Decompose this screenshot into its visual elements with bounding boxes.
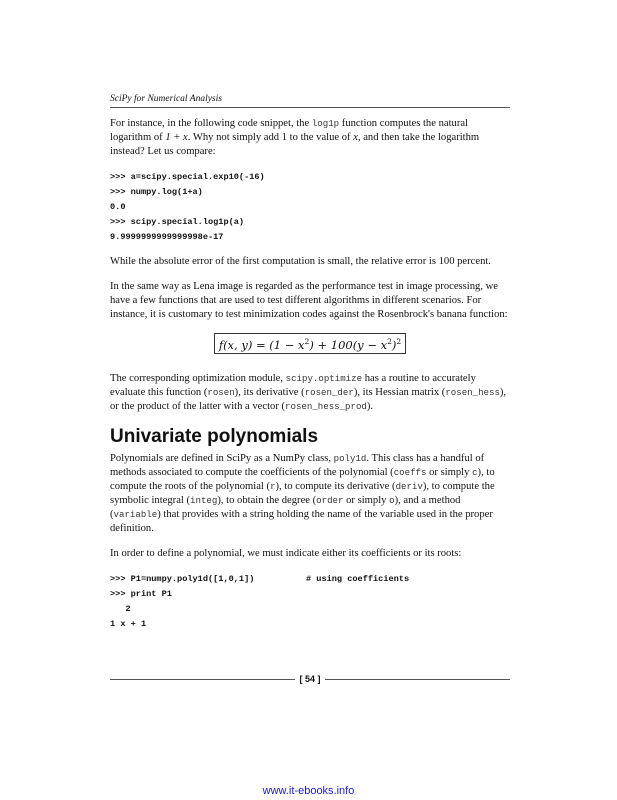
running-header [110,94,510,108]
paragraph-test-functions: In the same way as Lena image is regarded as the performance test in image processing, we have a few functions that are used to test different algorithms in different scenarios. For instance, it is customary to test minimization codes against the Rosenbrock's banana function: [110,281,508,320]
code-line: >>> P1=numpy.poly1d([1,0,1]) # using coefficients [110,573,410,584]
page-footer [110,672,510,686]
inline-code: poly1d [333,452,367,464]
inline-code: variable [113,508,158,520]
code-line: 1 x + 1 [110,618,147,629]
inline-code: log1p [311,118,340,129]
inline-code: rosen_hess [445,386,500,398]
inline-code: c [472,466,478,478]
inline-code: rosen [207,386,235,398]
paragraph-define-polynomial: In order to define a polynomial, we must indicate either its coefficients or its roots: [110,547,462,559]
inline-code: order [316,494,344,506]
inline-code: scipy.optimize [285,372,363,384]
paragraph-poly1d: Polynomials are defined in SciPy as a NumPy class, poly1d. This class has a handful of methods associated to compute the coefficients of the polynomial (coeffs or simply c), to compute the roots of the polynomial (r), to compute its derivative (deriv), to compute the symbolic integral (integ), to obtain the degree (order or simply o), and a method (variable) that provides with a string holding the name of the variable used in the proper definition. [110,452,495,534]
code-line: >>> a=scipy.special.exp10(-16) [110,172,265,182]
inline-code: coeffs [393,466,427,478]
code-line: >>> numpy.log(1+a) [110,187,203,197]
inline-code: deriv [395,480,423,492]
paragraph-relative-error: While the absolute error of the first computation is small, the relative error is 100 percent. [110,256,491,267]
inline-code: rosen_der [304,386,354,398]
section-heading: Univariate polynomials [110,425,319,447]
inline-code: rosen_hess_prod [285,400,367,412]
running-title: SciPy for Numerical Analysis [110,94,222,104]
code-line: 9.9999999999999998e-17 [110,232,224,242]
code-line: >>> print P1 [110,588,172,599]
paragraph-optimize-module: The corresponding optimization module, scipy.optimize has a routine to accurately evaluate this function (rosen), its derivative (rosen_der), its Hessian matrix (rosen_hess), or the product of the latter with a vector (rosen_hess_prod). [110,372,507,412]
watermark-link[interactable]: www.it-ebooks.info [262,785,355,797]
page-number: [ 54 ] [299,674,321,684]
inline-code: o [389,494,395,506]
code-line: 0.0 [110,202,126,212]
code-line: >>> scipy.special.log1p(a) [110,217,245,227]
formula-container [110,333,510,354]
code-line: 2 [110,603,131,614]
paragraph-log1p-intro: For instance, in the following code snippet, the log1p function computes the natural logarithm of 1 + x. Why not simply add 1 to the value of x, and then take the logarithm instead? Let us compare: [110,118,480,157]
page-content [110,117,510,642]
code-block-poly1d [110,572,510,632]
inline-code: integ [190,494,218,506]
rosenbrock-formula: f(x, $y) = (1 - x^2) + 100(y - x^2)^2$ [214,333,406,354]
code-block-log1p [110,170,510,245]
footer-rule-right [325,679,510,680]
inline-code: r [270,480,276,492]
